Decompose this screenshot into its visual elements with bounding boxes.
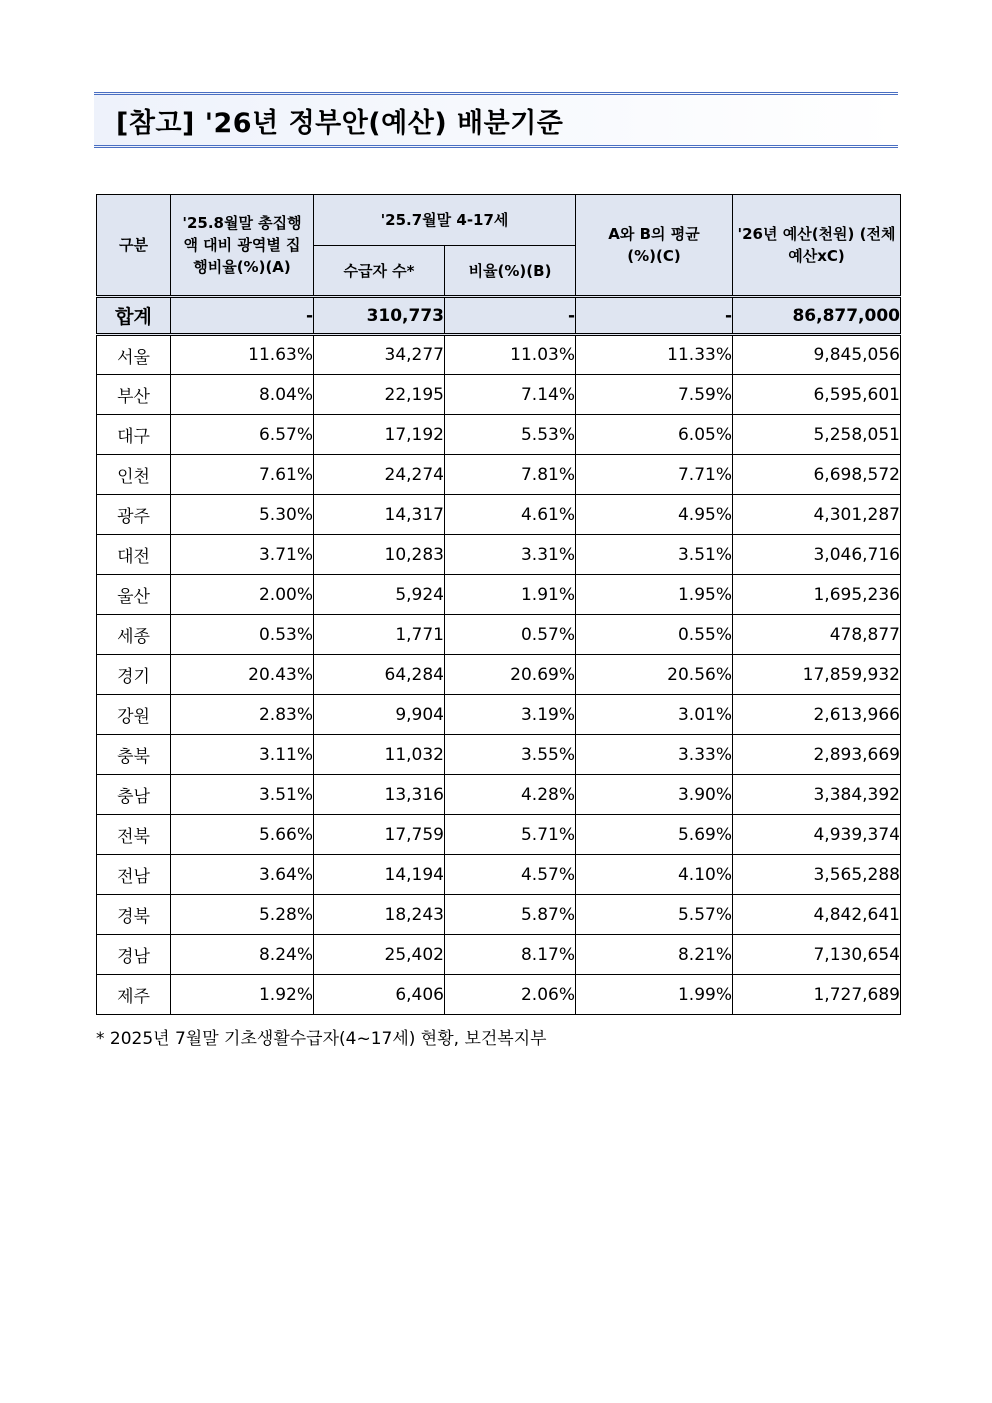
recipients-count: 25,402 (314, 935, 445, 975)
table-row (97, 695, 901, 735)
region-name: 경북 (97, 895, 171, 935)
region-name: 경남 (97, 935, 171, 975)
budget-value: 2,893,669 (733, 735, 901, 775)
budget-value: 2,613,966 (733, 695, 901, 735)
recipients-count: 11,032 (314, 735, 445, 775)
ratio-b: 20.69% (445, 655, 576, 695)
ratio-a: 3.51% (171, 775, 314, 815)
ratio-a: 2.00% (171, 575, 314, 615)
budget-allocation-table (96, 194, 901, 1015)
table-row (97, 575, 901, 615)
recipients-count: 5,924 (314, 575, 445, 615)
table-row (97, 855, 901, 895)
ratio-a: 2.83% (171, 695, 314, 735)
recipients-count: 14,317 (314, 495, 445, 535)
recipients-count: 14,194 (314, 855, 445, 895)
budget-value: 7,130,654 (733, 935, 901, 975)
footnote: * 2025년 7월말 기초생활수급자(4~17세) 현황, 보건복지부 (96, 1029, 547, 1049)
budget-value: 1,695,236 (733, 575, 901, 615)
total-budget: 86,877,000 (733, 297, 901, 335)
table-row (97, 335, 901, 375)
average-c: 5.69% (576, 815, 733, 855)
total-label: 합계 (97, 297, 171, 335)
recipients-count: 17,192 (314, 415, 445, 455)
recipients-count: 13,316 (314, 775, 445, 815)
region-name: 충남 (97, 775, 171, 815)
header-average-c: A와 B의 평균(%)(C) (576, 195, 733, 297)
table-row (97, 415, 901, 455)
budget-value: 17,859,932 (733, 655, 901, 695)
ratio-b: 1.91% (445, 575, 576, 615)
recipients-count: 1,771 (314, 615, 445, 655)
region-name: 울산 (97, 575, 171, 615)
total-row (97, 297, 901, 335)
table-row (97, 375, 901, 415)
ratio-a: 7.61% (171, 455, 314, 495)
ratio-a: 3.64% (171, 855, 314, 895)
average-c: 7.59% (576, 375, 733, 415)
total-recipients: 310,773 (314, 297, 445, 335)
region-name: 제주 (97, 975, 171, 1015)
budget-value: 3,046,716 (733, 535, 901, 575)
total-average-c: - (576, 297, 733, 335)
total-ratio-b: - (445, 297, 576, 335)
table-row (97, 655, 901, 695)
ratio-b: 7.14% (445, 375, 576, 415)
table-row (97, 935, 901, 975)
average-c: 0.55% (576, 615, 733, 655)
header-recipients-count: 수급자 수* (314, 246, 445, 297)
ratio-b: 3.31% (445, 535, 576, 575)
region-name: 인천 (97, 455, 171, 495)
table-row (97, 735, 901, 775)
region-name: 대전 (97, 535, 171, 575)
budget-value: 3,565,288 (733, 855, 901, 895)
table-row (97, 535, 901, 575)
ratio-a: 3.71% (171, 535, 314, 575)
ratio-a: 0.53% (171, 615, 314, 655)
recipients-count: 9,904 (314, 695, 445, 735)
budget-value: 4,842,641 (733, 895, 901, 935)
budget-value: 1,727,689 (733, 975, 901, 1015)
table-row (97, 495, 901, 535)
region-name: 대구 (97, 415, 171, 455)
recipients-count: 17,759 (314, 815, 445, 855)
average-c: 5.57% (576, 895, 733, 935)
recipients-count: 6,406 (314, 975, 445, 1015)
ratio-b: 5.71% (445, 815, 576, 855)
budget-value: 6,698,572 (733, 455, 901, 495)
average-c: 20.56% (576, 655, 733, 695)
table-row (97, 775, 901, 815)
table-row (97, 455, 901, 495)
recipients-count: 22,195 (314, 375, 445, 415)
total-ratio-a: - (171, 297, 314, 335)
average-c: 11.33% (576, 335, 733, 375)
ratio-b: 4.57% (445, 855, 576, 895)
ratio-a: 5.30% (171, 495, 314, 535)
region-name: 광주 (97, 495, 171, 535)
average-c: 3.01% (576, 695, 733, 735)
region-name: 경기 (97, 655, 171, 695)
ratio-b: 4.28% (445, 775, 576, 815)
ratio-a: 5.66% (171, 815, 314, 855)
budget-value: 5,258,051 (733, 415, 901, 455)
region-name: 서울 (97, 335, 171, 375)
recipients-count: 34,277 (314, 335, 445, 375)
recipients-count: 24,274 (314, 455, 445, 495)
average-c: 4.95% (576, 495, 733, 535)
average-c: 1.99% (576, 975, 733, 1015)
budget-value: 4,939,374 (733, 815, 901, 855)
average-c: 3.33% (576, 735, 733, 775)
average-c: 4.10% (576, 855, 733, 895)
header-budget: '26년 예산(천원) (전체예산xC) (733, 195, 901, 297)
average-c: 3.90% (576, 775, 733, 815)
region-name: 강원 (97, 695, 171, 735)
title-banner (94, 92, 898, 148)
recipients-count: 10,283 (314, 535, 445, 575)
page-title: [참고] '26년 정부안(예산) 배분기준 (116, 108, 564, 139)
budget-value: 6,595,601 (733, 375, 901, 415)
ratio-b: 5.87% (445, 895, 576, 935)
table-row (97, 815, 901, 855)
budget-value: 9,845,056 (733, 335, 901, 375)
ratio-b: 8.17% (445, 935, 576, 975)
average-c: 7.71% (576, 455, 733, 495)
ratio-a: 11.63% (171, 335, 314, 375)
ratio-a: 8.04% (171, 375, 314, 415)
header-recipients-group: '25.7월말 4-17세 (314, 195, 576, 246)
average-c: 6.05% (576, 415, 733, 455)
ratio-b: 4.61% (445, 495, 576, 535)
table-row (97, 615, 901, 655)
budget-value: 4,301,287 (733, 495, 901, 535)
table-row (97, 975, 901, 1015)
ratio-a: 20.43% (171, 655, 314, 695)
region-name: 충북 (97, 735, 171, 775)
budget-value: 478,877 (733, 615, 901, 655)
region-name: 전남 (97, 855, 171, 895)
average-c: 3.51% (576, 535, 733, 575)
recipients-count: 18,243 (314, 895, 445, 935)
region-name: 전북 (97, 815, 171, 855)
ratio-b: 2.06% (445, 975, 576, 1015)
ratio-a: 3.11% (171, 735, 314, 775)
average-c: 8.21% (576, 935, 733, 975)
ratio-b: 0.57% (445, 615, 576, 655)
ratio-a: 1.92% (171, 975, 314, 1015)
recipients-count: 64,284 (314, 655, 445, 695)
header-category: 구분 (97, 195, 171, 297)
header-ratio-b: 비율(%)(B) (445, 246, 576, 297)
ratio-b: 11.03% (445, 335, 576, 375)
header-execution-ratio-a: '25.8월말 총집행액 대비 광역별 집행비율(%)(A) (171, 195, 314, 297)
ratio-a: 5.28% (171, 895, 314, 935)
region-name: 세종 (97, 615, 171, 655)
ratio-b: 7.81% (445, 455, 576, 495)
ratio-b: 3.55% (445, 735, 576, 775)
average-c: 1.95% (576, 575, 733, 615)
table-row (97, 895, 901, 935)
ratio-a: 6.57% (171, 415, 314, 455)
ratio-b: 5.53% (445, 415, 576, 455)
ratio-b: 3.19% (445, 695, 576, 735)
region-name: 부산 (97, 375, 171, 415)
budget-value: 3,384,392 (733, 775, 901, 815)
ratio-a: 8.24% (171, 935, 314, 975)
